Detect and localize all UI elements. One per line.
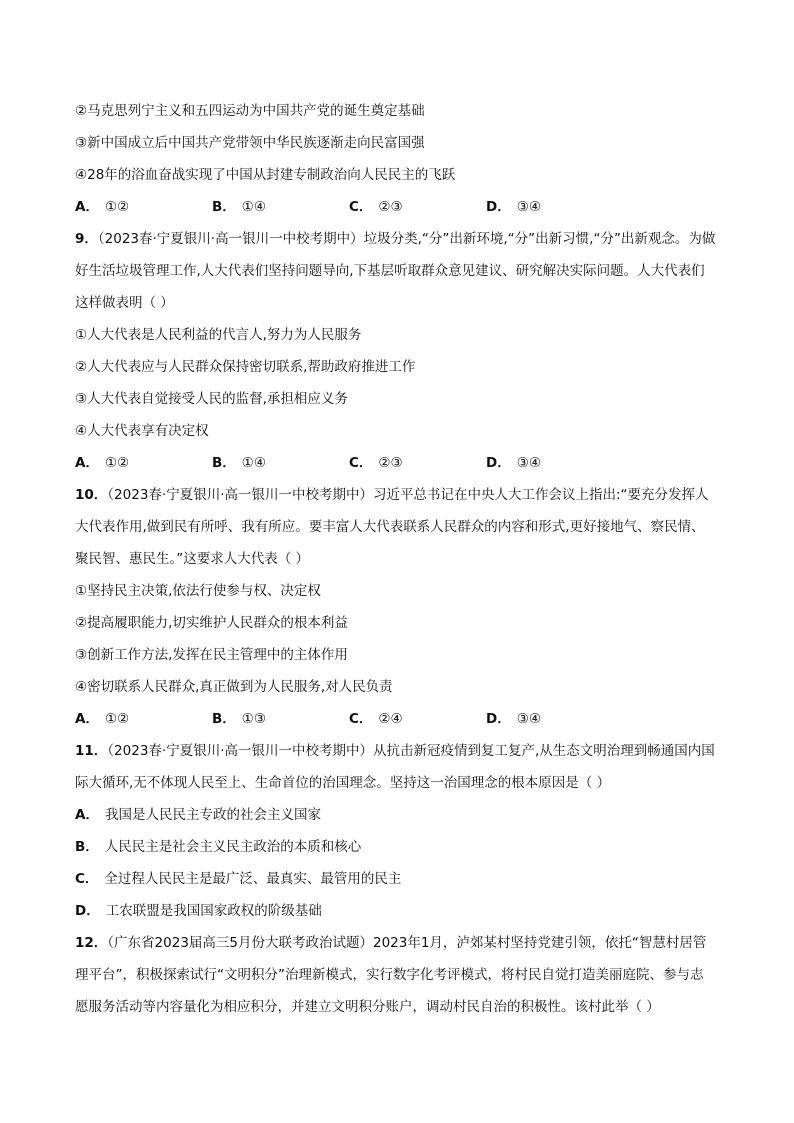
- q9-stem-line-1: 9．（2023春·宁夏银川·高一银川一中校考期中）垃圾分类,“分”出新环境,“分”出新习惯,“分”出新观念。为做: [75, 231, 716, 247]
- q12-stem-line-1: 12．（广东省2023届高三5月份大联考政治试题）2023年1月，泸郊某村坚持党建引领，依托“智慧村居管: [75, 935, 707, 951]
- q10-item-1: ①坚持民主决策,依法行使参与权、决定权: [75, 583, 321, 599]
- q8-item-4: ④28年的浴血奋战实现了中国从封建专制政治向人民民主的飞跃: [75, 167, 456, 183]
- q9-item-1: ①人大代表是人民利益的代言人,努力为人民服务: [75, 327, 362, 343]
- q9-stem-line-3: 这样做表明（ ）: [75, 295, 174, 311]
- q9-options: [75, 454, 635, 472]
- q12-stem-line-2: 理平台”，积极探索试行“文明积分”治理新模式，实行数字化考评模式，将村民自觉打造美丽庭院、参与志: [75, 967, 704, 983]
- q9-option-a[interactable]: A． ①②: [75, 455, 130, 471]
- q9-option-d[interactable]: D． ③④: [486, 455, 541, 471]
- q8-option-c[interactable]: C． ②③: [349, 199, 403, 215]
- q11-number: 11．: [75, 743, 108, 759]
- q10-options: [75, 710, 635, 728]
- q10-option-c[interactable]: C． ②④: [349, 711, 403, 727]
- q11-stem-line-1: 11．（2023春·宁夏银川·高一银川一中校考期中）从抗击新冠疫情到复工复产,从生态文明治理到畅通国内国: [75, 743, 715, 759]
- q12-stem-line-3: 愿服务活动等内容量化为相应积分，并建立文明积分账户，调动村民自治的积极性。该村此举（ ）: [75, 999, 660, 1015]
- q10-option-d[interactable]: D． ③④: [486, 711, 541, 727]
- q9-option-b[interactable]: B． ①④: [212, 455, 267, 471]
- q11-stem-line-2: 际大循环,无不体现人民至上、生命首位的治国理念。坚持这一治国理念的根本原因是（ ）: [75, 775, 611, 791]
- q9-item-3: ③人大代表自觉接受人民的监督,承担相应义务: [75, 391, 348, 407]
- q8-option-b[interactable]: B． ①④: [212, 199, 267, 215]
- q10-option-a[interactable]: A． ①②: [75, 711, 130, 727]
- q12-number: 12．: [75, 935, 108, 951]
- q9-number: 9．: [75, 231, 98, 247]
- q10-item-3: ③创新工作方法,发挥在民主管理中的主体作用: [75, 647, 348, 663]
- q10-stem-line-3: 聚民智、惠民生。”这要求人大代表（ ）: [75, 551, 310, 567]
- q8-item-3: ③新中国成立后中国共产党带领中华民族逐渐走向民富国强: [75, 135, 425, 151]
- q11-choice-b[interactable]: B． 人民民主是社会主义民主政治的本质和核心: [75, 839, 362, 855]
- q8-options: [75, 198, 635, 216]
- q10-number: 10．: [75, 487, 108, 503]
- q11-choice-d[interactable]: D． 工农联盟是我国国家政权的阶级基础: [75, 903, 322, 919]
- q11-choice-c[interactable]: C． 全过程人民民主是最广泛、最真实、最管用的民主: [75, 871, 402, 887]
- q9-stem-line-2: 好生活垃圾管理工作,人大代表们坚持问题导向,下基层听取群众意见建议、研究解决实际问题。人大代表们: [75, 263, 705, 279]
- q8-option-d[interactable]: D． ③④: [486, 199, 541, 215]
- q9-item-4: ④人大代表享有决定权: [75, 423, 209, 439]
- q8-item-2: ②马克思列宁主义和五四运动为中国共产党的诞生奠定基础: [75, 103, 425, 119]
- q9-option-c[interactable]: C． ②③: [349, 455, 403, 471]
- q9-item-2: ②人大代表应与人民群众保持密切联系,帮助政府推进工作: [75, 359, 416, 375]
- q8-option-a[interactable]: A． ①②: [75, 199, 130, 215]
- q10-item-2: ②提高履职能力,切实维护人民群众的根本利益: [75, 615, 348, 631]
- q11-choice-a[interactable]: A． 我国是人民民主专政的社会主义国家: [75, 807, 321, 823]
- q10-stem-line-1: 10．（2023春·宁夏银川·高一银川一中校考期中）习近平总书记在中央人大工作会议上指出:“要充分发挥人: [75, 487, 709, 503]
- q10-item-4: ④密切联系人民群众,真正做到为人民服务,对人民负责: [75, 679, 393, 695]
- q10-option-b[interactable]: B． ①③: [212, 711, 267, 727]
- q10-stem-line-2: 大代表作用,做到民有所呼、我有所应。要丰富人大代表联系人民群众的内容和形式,更好接地气、察民情、: [75, 519, 705, 535]
